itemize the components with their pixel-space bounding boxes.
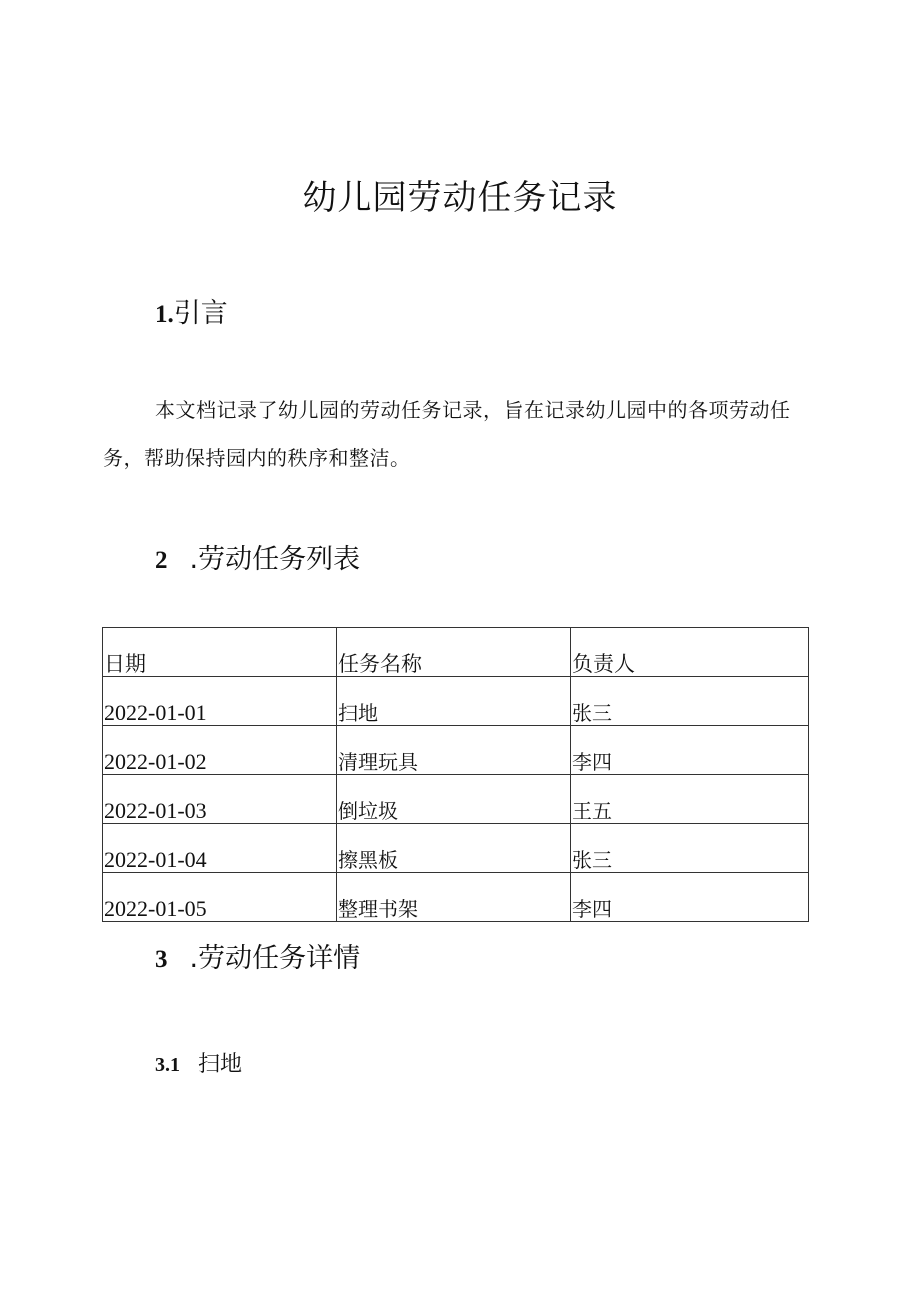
- column-header-assignee: 负责人: [571, 628, 809, 677]
- cell-task-name: 擦黑板: [337, 824, 571, 873]
- section-heading-intro: [155, 296, 228, 333]
- cell-assignee: 李四: [571, 726, 809, 775]
- column-header-date: 日期: [103, 628, 337, 677]
- table-header-row: [103, 628, 809, 677]
- column-header-task-name: 任务名称: [337, 628, 571, 677]
- cell-date: 2022-01-02: [103, 726, 337, 775]
- section-title: .劳动任务详情: [189, 943, 361, 974]
- subsection-heading-sweeping: [155, 1050, 242, 1080]
- table-row: [103, 726, 809, 775]
- task-table: [102, 627, 809, 922]
- cell-assignee: 张三: [571, 824, 809, 873]
- cell-date: 2022-01-05: [103, 873, 337, 922]
- section-title: .劳动任务列表: [189, 544, 361, 575]
- table-row: [103, 775, 809, 824]
- document-title: 幼儿园劳动任务记录: [302, 178, 618, 218]
- section-heading-task-details: [155, 941, 360, 978]
- section-heading-task-list: [155, 542, 360, 579]
- cell-assignee: 李四: [571, 873, 809, 922]
- section-number: 1.: [155, 301, 174, 328]
- section-number: 2: [155, 547, 168, 574]
- cell-date: 2022-01-03: [103, 775, 337, 824]
- subsection-title: 扫地: [198, 1052, 243, 1077]
- table-row: [103, 873, 809, 922]
- cell-task-name: 扫地: [337, 677, 571, 726]
- cell-date: 2022-01-04: [103, 824, 337, 873]
- subsection-number: 3.1: [155, 1054, 180, 1076]
- intro-paragraph: 本文档记录了幼儿园的劳动任务记录，旨在记录幼儿园中的各项劳动任务，帮助保持园内的秩序和整洁。: [103, 398, 791, 470]
- table-row: [103, 677, 809, 726]
- section-number: 3: [155, 946, 168, 973]
- cell-task-name: 倒垃圾: [337, 775, 571, 824]
- section-title: 引言: [173, 298, 228, 329]
- cell-task-name: 整理书架: [337, 873, 571, 922]
- cell-assignee: 张三: [571, 677, 809, 726]
- cell-assignee: 王五: [571, 775, 809, 824]
- cell-task-name: 清理玩具: [337, 726, 571, 775]
- cell-date: 2022-01-01: [103, 677, 337, 726]
- table-row: [103, 824, 809, 873]
